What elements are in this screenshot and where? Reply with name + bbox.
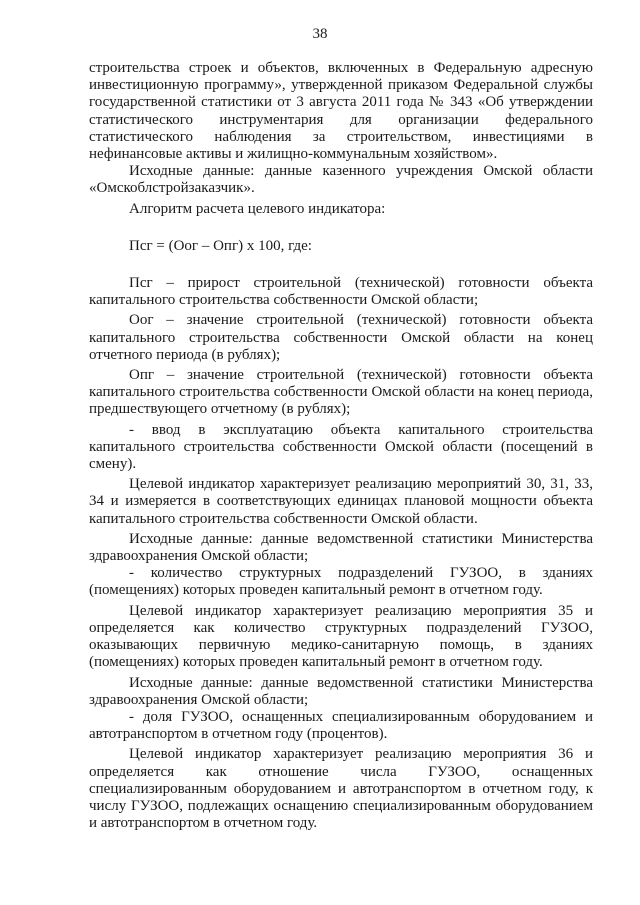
paragraph: Алгоритм расчета целевого индикатора: [129,200,386,217]
formula: Псг = (Оог – Опг) х 100, где: [129,237,312,254]
list-item: - количество структурных подразделений ГУЗОО, в зданиях (помещениях) которых проведен капитальный ремонт в отчетном году. [89,565,593,599]
document-body [89,60,593,832]
paragraph: строительства строек и объектов, включенных в Федеральную адресную инвестиционную программу», утвержденной приказом Федеральной службы государственной статистики от 3 августа 2011 года № 343 «Об утверждении статистического инструментария для организации федерального статистического наблюдения за строительством, инвестициями в нефинансовые активы и жилищно-коммунальным хозяйством». [89,60,593,163]
paragraph: Опг – значение строительной (технической) готовности объекта капитального строительства собственности Омской области на конец периода, предшествующего отчетному (в рублях); [89,367,593,418]
list-item: - ввод в эксплуатацию объекта капитального строительства капитального строительства собственности Омской области (посещений в смену). [89,421,593,473]
paragraph: Оог – значение строительной (технической) готовности объекта капитального строительства собственности Омской области на конец отчетного периода (в рублях); [89,312,593,363]
paragraph: Исходные данные: данные казенного учреждения Омской области «Омскоблстройзаказчик». [89,163,593,197]
paragraph: Целевой индикатор характеризует реализацию мероприятия 36 и определяется как отношение числа ГУЗОО, оснащенных специализированным оборудованием и автотранспортом в отчетном году, к числу ГУЗОО, подлежащих оснащению специализированным оборудованием и автотранспортом в отчетном году. [89,746,593,832]
paragraph: Псг – прирост строительной (технической) готовности объекта капитального строительства собственности Омской области; [89,275,593,309]
paragraph: Исходные данные: данные ведомственной статистики Министерства здравоохранения Омской области; [89,530,593,565]
paragraph: Целевой индикатор характеризует реализацию мероприятий 30, 31, 33, 34 и измеряется в соответствующих единицах плановой мощности объекта капитального строительства собственности Омской области. [89,476,593,527]
page-number: 38 [312,26,328,42]
list-item: - доля ГУЗОО, оснащенных специализированным оборудованием и автотранспортом в отчетном году (процентов). [89,708,593,743]
paragraph: Целевой индикатор характеризует реализацию мероприятия 35 и определяется как количество структурных подразделений ГУЗОО, оказывающих первичную медико-санитарную помощь, в зданиях (помещениях) которых проведен капитальный ремонт в отчетном году. [89,602,593,671]
paragraph: Исходные данные: данные ведомственной статистики Министерства здравоохранения Омской области; [89,674,593,708]
